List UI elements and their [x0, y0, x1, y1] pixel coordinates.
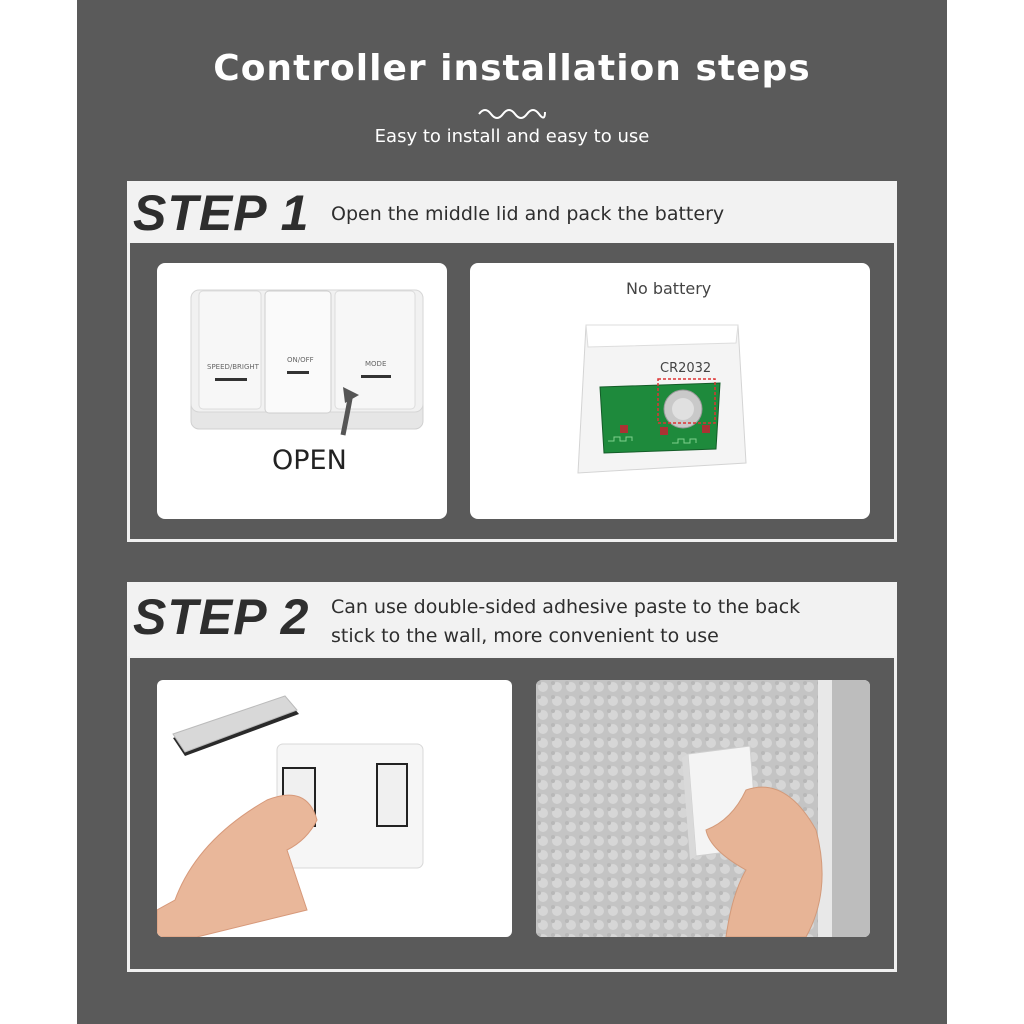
battery-type-label: CR2032 [660, 361, 712, 376]
page-subtitle: Easy to install and easy to use [374, 126, 650, 147]
step1-label: STEP 1 [133, 185, 310, 241]
no-battery-caption: No battery [626, 279, 712, 298]
step2-description-line2: stick to the wall, more convenient to use [331, 625, 719, 647]
step2-card-wall-mount [536, 680, 870, 937]
button-label-on-off: ON/OFF [287, 356, 314, 364]
page-title: Controller installation steps [213, 48, 811, 89]
step2-description-line1: Can use double-sided adhesive paste to the back [331, 596, 801, 618]
remote-controller-illustration [157, 263, 447, 519]
step2-card-adhesive [157, 680, 512, 937]
wave-divider-icon [477, 104, 547, 120]
step1-card-battery [470, 263, 870, 519]
step1-card-open-lid [157, 263, 447, 519]
step2-label: STEP 2 [133, 589, 310, 645]
pcb-illustration [470, 263, 870, 519]
button-label-speed-bright: SPEED/BRIGHT [207, 363, 259, 371]
open-caption: OPEN [272, 445, 347, 476]
wall-mount-illustration [536, 680, 870, 937]
step1-description: Open the middle lid and pack the battery [331, 203, 725, 225]
adhesive-back-illustration [157, 680, 512, 937]
button-label-mode: MODE [365, 360, 387, 368]
